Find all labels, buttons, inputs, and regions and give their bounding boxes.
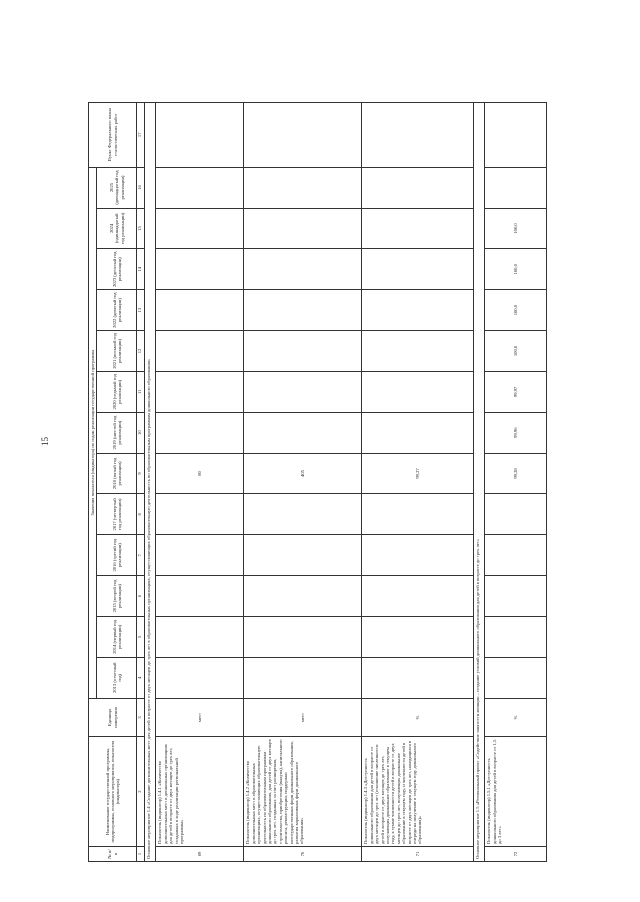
column-index: 2 [137, 737, 145, 847]
value-2022: 100,0 [485, 290, 547, 331]
row-number: 70 [244, 846, 362, 861]
header-year: 2015 (второй год реализации) [97, 576, 137, 617]
column-index: 11 [137, 371, 145, 412]
column-index: 10 [137, 412, 145, 453]
value-2019: 99,96 [485, 412, 547, 453]
value-2018: 99,28 [485, 453, 547, 494]
column-index: 17 [137, 103, 145, 168]
section-heading: Основное мероприятие 1.4 «Создание дополнительных мест для детей в возрасте от двух месяцев до трех лет в образовательных организациях, осуществляющих образовательную деятельность по образовательным программам дошкольного образования» [145, 103, 156, 862]
header-year: 2014 (первый год реализации) [97, 616, 137, 657]
header-name: Наименование государственной программы, подпрограммы, основного мероприятия, показателя (индикатора) [89, 737, 137, 847]
value-2018: 80 [156, 453, 244, 494]
column-index: 6 [137, 576, 145, 617]
indicator-unit: % [362, 698, 474, 737]
header-point: Пункт Федерального плана статистических работ [89, 103, 137, 168]
page-number: 15 [40, 437, 50, 446]
indicator-unit: мест [156, 698, 244, 737]
header-year: 2013 (отчетный год) [97, 657, 137, 698]
header-year: 2022 (девятый год реализации) [97, 290, 137, 331]
column-index: 3 [137, 698, 145, 737]
column-index: 7 [137, 535, 145, 576]
column-index: 9 [137, 453, 145, 494]
header-year: 2020 (седьмой год реализации) [97, 371, 137, 412]
column-index: 16 [137, 167, 145, 208]
row-number: 69 [156, 846, 244, 861]
column-index: 12 [137, 331, 145, 372]
indicator-name: Показатель (индикатор) 1.4.2 «Количество дополнительных мест в образовательных организациях, осуществляющих образовательную деятельность по образовательным программам дошкольного образования, для детей от двух месяцев до трех лет, созданных за счет расширения, строительства, приобретения (выкупа), капитального ремонта, реконструкции, поддержки негосударственных форм дошкольного образования, развития вариативных форм дошкольного образования» [244, 737, 362, 847]
indicator-name: Показатель (индикатор) 1.4.3 «Доступность дошкольного образования для детей в возрасте от двух месяцев до трех лет (отношение численности детей в возрасте от двух месяцев до трех лет, получающих дошкольное образование в текущем году, к сумме численности детей в возрасте от двух месяцев до трех лет, получающих дошкольное образование в текущем году, и численности детей в возрасте от двух месяцев до трех лет, находящихся в очереди на получение в текущем году дошкольного образования)» [362, 737, 474, 847]
value-2020: 99,97 [485, 371, 547, 412]
value-2021: 100,0 [485, 331, 547, 372]
table-row [244, 103, 362, 862]
header-no: № п/п [89, 846, 137, 861]
section-heading: Основное мероприятие 1.5 «Региональный проект «Содействие занятости женщин – создание условий дошкольного образования для детей в возрасте до трех лет» [474, 103, 485, 862]
header-year: 2017 (четвертый год реализации) [97, 494, 137, 535]
header-group: Значения показателя (индикатора) по годам реализации государственной программы [89, 167, 97, 698]
table-row [362, 103, 474, 862]
column-index: 5 [137, 616, 145, 657]
column-index: 8 [137, 494, 145, 535]
header-year: 2018 (пятый год реализации) [97, 453, 137, 494]
header-year: 2024 (одиннадцатый год реализации) [97, 208, 137, 249]
table-row [156, 103, 244, 862]
header-year: 2023 (десятый год реализации) [97, 249, 137, 290]
column-index: 15 [137, 208, 145, 249]
table-row [485, 103, 547, 862]
header-year: 2016 (третий год реализации) [97, 535, 137, 576]
indicator-name: Показатель (индикатор) 1.5.1 «Доступность дошкольного образования для детей в возрасте от 1,5 до 3 лет» [485, 737, 547, 847]
value-2024: 100,0 [485, 208, 547, 249]
header-unit: Единица измерения [89, 698, 137, 737]
value-2018: 405 [244, 453, 362, 494]
header-year: 2025 (двенадцатый год реализации) [97, 167, 137, 208]
header-year: 2021 (восьмой год реализации) [97, 331, 137, 372]
indicator-table [88, 102, 547, 862]
value-2023: 100,0 [485, 249, 547, 290]
indicator-unit: % [485, 698, 547, 737]
column-index: 1 [137, 846, 145, 861]
row-number: 72 [485, 846, 547, 861]
indicator-name: Показатель (индикатор) 1.4.1 «Количество дополнительных мест в дошкольных организациях для детей в возрасте от двух месяцев до трех лет, созданных в ходе реализации региональной программы» [156, 737, 244, 847]
indicator-unit: мест [244, 698, 362, 737]
row-number: 71 [362, 846, 474, 861]
column-index: 14 [137, 249, 145, 290]
value-2018: 99,27 [362, 453, 474, 494]
column-index: 4 [137, 657, 145, 698]
rotated-table-wrapper [88, 102, 603, 862]
column-index: 13 [137, 290, 145, 331]
header-year: 2019 (шестой год реализации) [97, 412, 137, 453]
